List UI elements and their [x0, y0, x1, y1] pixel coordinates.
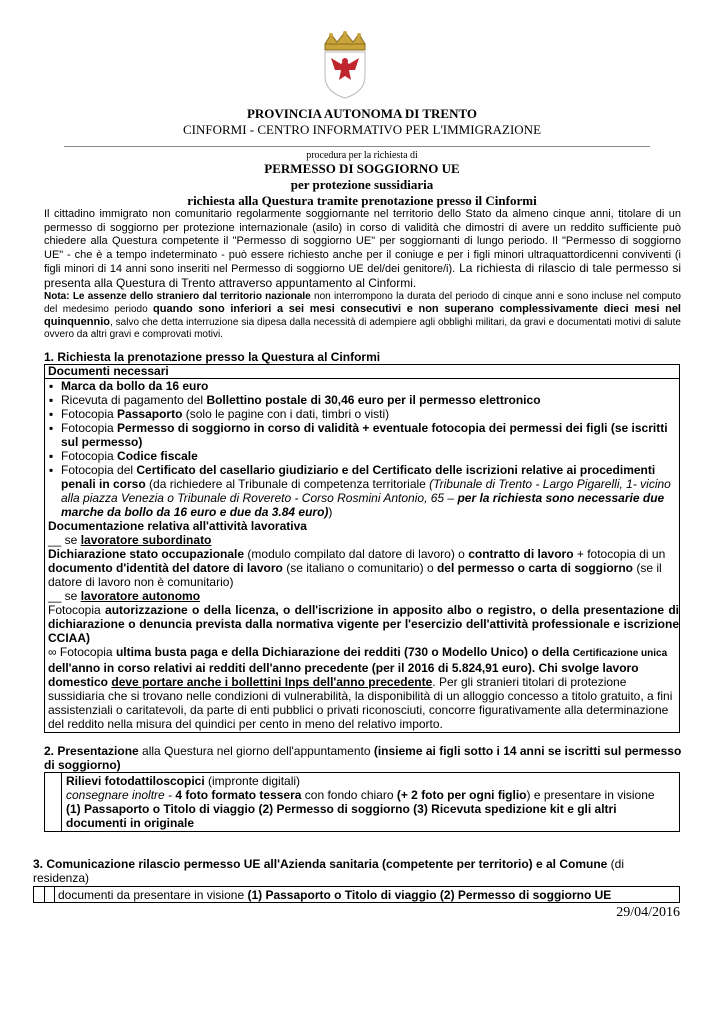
- work-docs-title: Documentazione relativa all'attività lavorativa: [48, 519, 307, 533]
- box-gutter: [45, 773, 62, 831]
- doc-subtitle-2: richiesta alla Questura tramite prenotazione presso il Cinformi: [187, 193, 537, 208]
- intro-text: Il cittadino immigrato non comunitario regolarmente soggiornante nel territorio dello Stato da almeno cinque anni, titolare di un permesso di soggiorno per protezione internazionale (asilo) in corso di validità che dimostri di avere un reddito sufficiente può chiedere alla Questura competente il "Permesso di soggiorno UE" per soggiornanti di lungo periodo. Il "Permesso di soggiorno UE" - che è a tempo indeterminato - può essere richiesto anche per il coniuge e per i figli minori ultraquattordicenni conviventi (i figli minori di 14 anni sono inseriti nel Permesso di soggiorno UE del/dei genitore/i). La richiesta di rilascio di tale permesso si presenta alla Questura di Trento attraverso appuntamento al Cinformi. Nota: Le assenze dello straniero dal territorio nazionale non interrompono la durata del periodo di cinque anni e sono incluse nel computo del medesimo periodo quando sono inferiori a sei mesi consecutivi e non superano complessivamente dieci mesi nel quinquennio, salvo che detta interruzione sia dipesa dalla necessità di adempiere agli obblighi militari, da gravi e documentati motivi di salute ovvero da altri gravi e comprovati motivi.: [44, 208, 681, 340]
- list-item: ▪ Marca da bollo da 16 euro: [45, 379, 679, 393]
- documents-header: Documenti necessari: [45, 365, 679, 379]
- fingerprint-line: Rilievi fotodattiloscopici (impronte digitali): [66, 774, 301, 788]
- section-2-title: 2. Presentazione alla Questura nel giorno dell'appuntamento (insieme ai figli sotto i 14 anni se iscritti sul permesso di soggiorno): [44, 744, 682, 772]
- box-gutter: [44, 887, 55, 902]
- employee-docs: Dichiarazione stato occupazionale (modulo compilato dal datore di lavoro) o contratto di lavoro + fotocopia di un documento d'identità del datore di lavoro (se italiano o comunitario) o del permesso o carta di soggiorno (se il datore di lavoro non è comunitario): [48, 547, 666, 589]
- list-item: ▪ Ricevuta di pagamento del Bollettino postale di 30,46 euro per il permesso elettronico: [45, 393, 679, 407]
- selfemployed-docs: Fotocopia autorizzazione o della licenza, o dell'iscrizione in apposito albo o registro, o della presentazione di dichiarazione o denuncia prevista dalla normativa vigente per l'esercizio dell'attività professionale e iscrizione CCIAA): [48, 603, 679, 645]
- center-name: CINFORMI - CENTRO INFORMATIVO PER L'IMMIGRAZIONE: [182, 122, 542, 137]
- infinity-icon: ∞: [48, 645, 57, 659]
- documents-box: [44, 364, 680, 733]
- section-1-title: 1. Richiesta la prenotazione presso la Questura al Cinformi: [44, 350, 381, 364]
- document-date: 29/04/2016: [616, 905, 680, 920]
- list-item: ▪ Fotocopia Codice fiscale: [45, 449, 679, 463]
- procedure-label: procedura per la richiesta di: [306, 150, 418, 161]
- communication-box: [33, 886, 680, 903]
- income-docs: ∞ Fotocopia ultima busta paga e della Dichiarazione dei redditi (730 o Modello Unico) o della Certificazione unica dell'anno in corso relativi ai redditi dell'anno precedente (per il 2016 di 5.824,91 euro). Chi svolge lavoro domestico deve portare anche i bollettini Inps dell'anno precedente. Per gli stranieri titolari di protezione sussidiaria che si trovano nelle condizioni di vulnerabilità, la disponibilità di un alloggio concesso a titolo gratuito, a fini assistenziali o caritatevoli, da parte di enti pubblici o privati riconosciuti, concorre figurativamente alla determinazione del reddito nella misura del quindici per cento in meno del relativo importo.: [48, 645, 673, 731]
- divider: [64, 146, 650, 147]
- photos-line: consegnare inoltre - 4 foto formato tessera con fondo chiaro (+ 2 foto per ogni figlio) e presentare in visione (1) Passaporto o Titolo di viaggio (2) Permesso di soggiorno (3) Ricevuta spedizione kit e gli altri documenti in originale: [66, 788, 655, 830]
- employee-label: __ se lavoratore subordinato: [48, 533, 212, 547]
- presentation-box: [44, 772, 680, 832]
- org-name: PROVINCIA AUTONOMA DI TRENTO: [246, 106, 478, 121]
- list-item: ▪ Fotocopia Permesso di soggiorno in corso di validità + eventuale fotocopia dei permessi dei figli (se iscritti sul permesso): [45, 421, 679, 449]
- selfemployed-label: __ se lavoratore autonomo: [48, 589, 201, 603]
- province-crest: [319, 30, 371, 100]
- section-3-title: 3. Comunicazione rilascio permesso UE all'Azienda sanitaria (competente per territorio) e al Comune (di residenza): [33, 857, 625, 885]
- list-item: ▪ Fotocopia Passaporto (solo le pagine con i dati, timbri o visti): [45, 407, 679, 421]
- doc-subtitle: per protezione sussidiaria: [290, 177, 434, 192]
- doc-title: PERMESSO DI SOGGIORNO UE: [264, 161, 460, 176]
- documents-line: documenti da presentare in visione (1) Passaporto o Titolo di viaggio (2) Permesso di soggiorno UE: [58, 888, 612, 902]
- list-item: ▪ Fotocopia del Certificato del casellario giudiziario e del Certificato delle iscrizioni relative ai procedimenti penali in corso (da richiedere al Tribunale di competenza territoriale (Tribunale di Trento - Largo Pigarelli, 1- vicino alla piazza Venezia o Tribunale di Rovereto - Corso Rosmini Antonio, 65 – per la richiesta sono necessarie due marche da bollo da 16 euro e due da 3.84 euro)): [45, 463, 679, 519]
